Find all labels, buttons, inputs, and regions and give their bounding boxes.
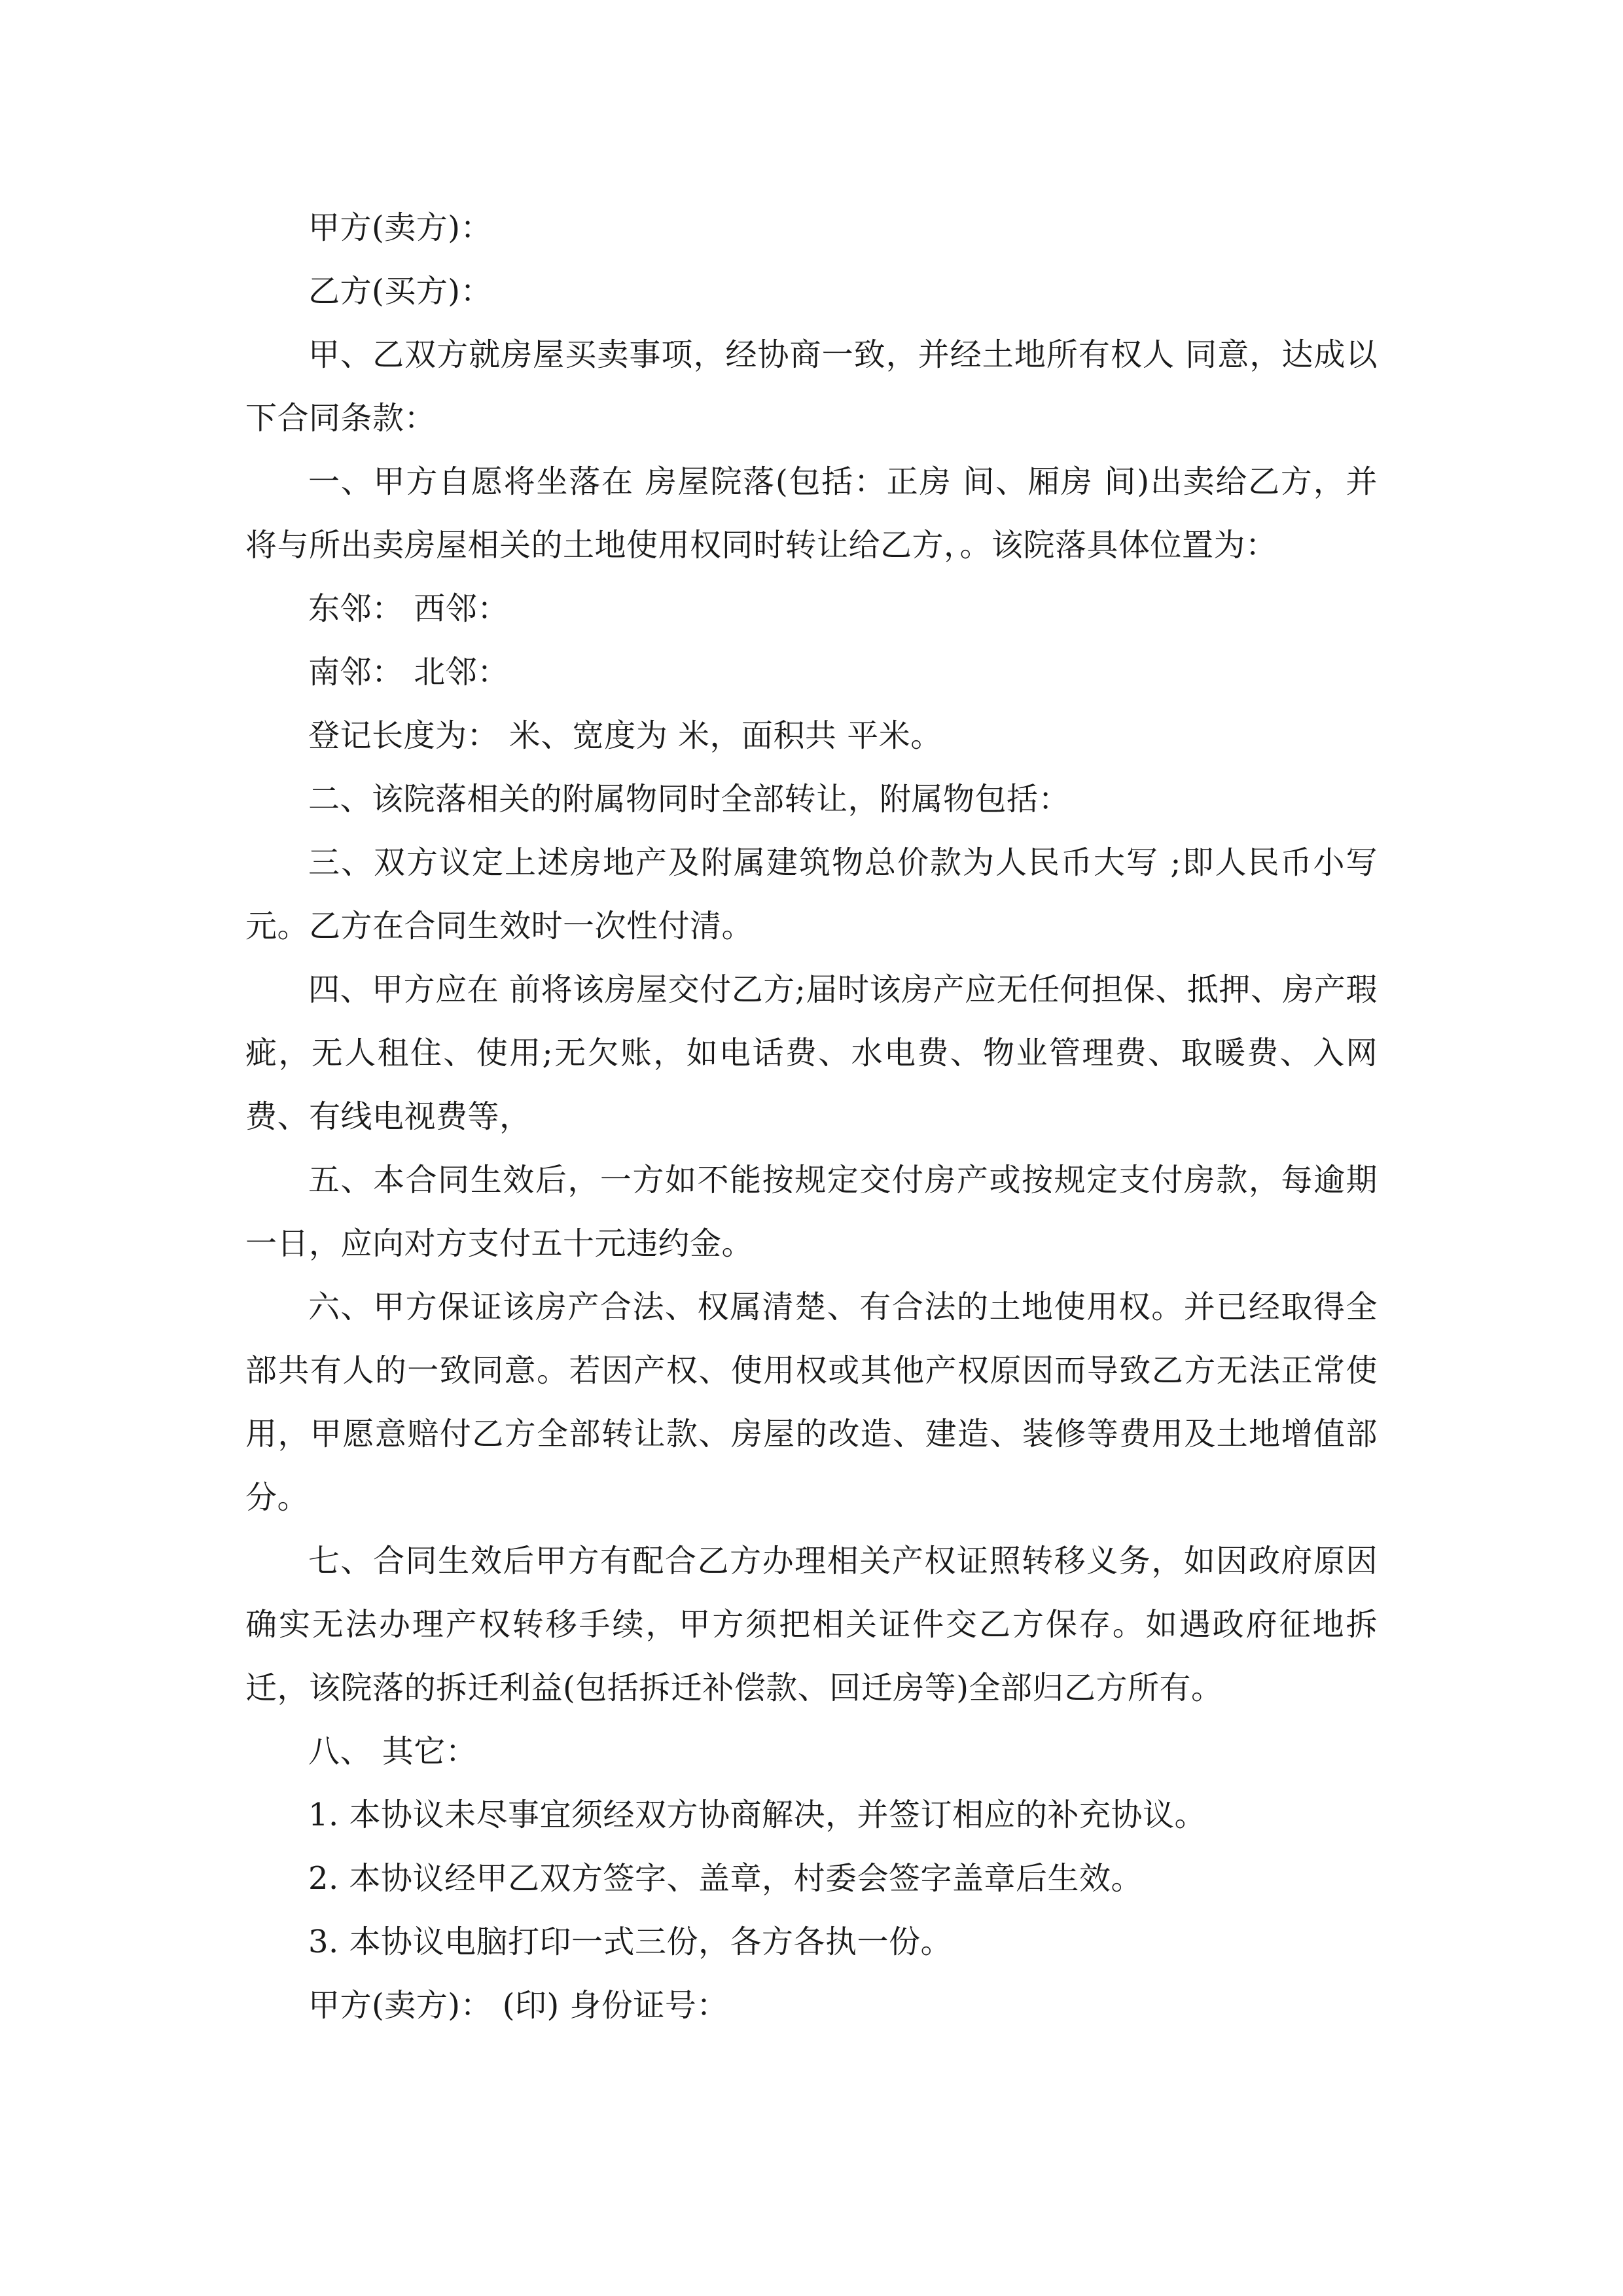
clause-3: 三、双方议定上述房地产及附属建筑物总价款为人民币大写 ;即人民币小写 元。乙方在合同生效时一次性付清。 [245,844,1378,944]
party-b-buyer: 乙方(买方)： [308,273,492,310]
preamble: 甲、乙双方就房屋买卖事项，经协商一致，并经土地所有权人 同意，达成以下合同条款： [245,336,1378,437]
contract-body [245,196,1378,2037]
neighbors-south-north: 南邻： 北邻： [308,654,509,691]
clause-2: 二、该院落相关的附属物同时全部转让，附属物包括： [308,781,1071,817]
other-item-3: 3. 本协议电脑打印一式三份，各方各执一份。 [308,1924,953,1960]
clause-4: 四、甲方应在 前将该房屋交付乙方;届时该房产应无任何担保、抵押、房产瑕疵，无人租住、使用;无欠账，如电话费、水电费、物业管理费、取暖费、入网费、有线电视费等， [245,971,1378,1135]
party-a-seller: 甲方(卖方)： [308,209,492,246]
registered-dimensions: 登记长度为： 米、宽度为 米，面积共 平米。 [308,717,942,754]
clause-5: 五、本合同生效后，一方如不能按规定交付房产或按规定支付房款，每逾期一日，应向对方支付五十元违约金。 [245,1162,1378,1262]
other-item-1: 1. 本协议未尽事宜须经双方协商解决，并签订相应的补充协议。 [308,1797,1207,1833]
other-item-2: 2. 本协议经甲乙双方签字、盖章，村委会签字盖章后生效。 [308,1860,1143,1897]
clause-1: 一、甲方自愿将坐落在 房屋院落(包括：正房 间、厢房 间)出卖给乙方，并将与所出卖房屋相关的土地使用权同时转让给乙方，。该院落具体位置为： [245,463,1378,564]
neighbors-east-west: 东邻： 西邻： [308,590,509,627]
party-a-signature-line: 甲方(卖方)： (印) 身份证号： [308,1987,728,2024]
clause-7: 七、合同生效后甲方有配合乙方办理相关产权证照转移义务，如因政府原因确实无法办理产权转移手续，甲方须把相关证件交乙方保存。如遇政府征地拆迁，该院落的拆迁利益(包括拆迁补偿款、回迁房等)全部归乙方所有。 [245,1543,1378,1706]
clause-6: 六、甲方保证该房产合法、权属清楚、有合法的土地使用权。并已经取得全部共有人的一致同意。若因产权、使用权或其他产权原因而导致乙方无法正常使用，甲愿意赔付乙方全部转让款、房屋的改造、建造、装修等费用及土地增值部分。 [245,1289,1378,1516]
clause-8-heading: 八、 其它： [308,1733,478,1770]
